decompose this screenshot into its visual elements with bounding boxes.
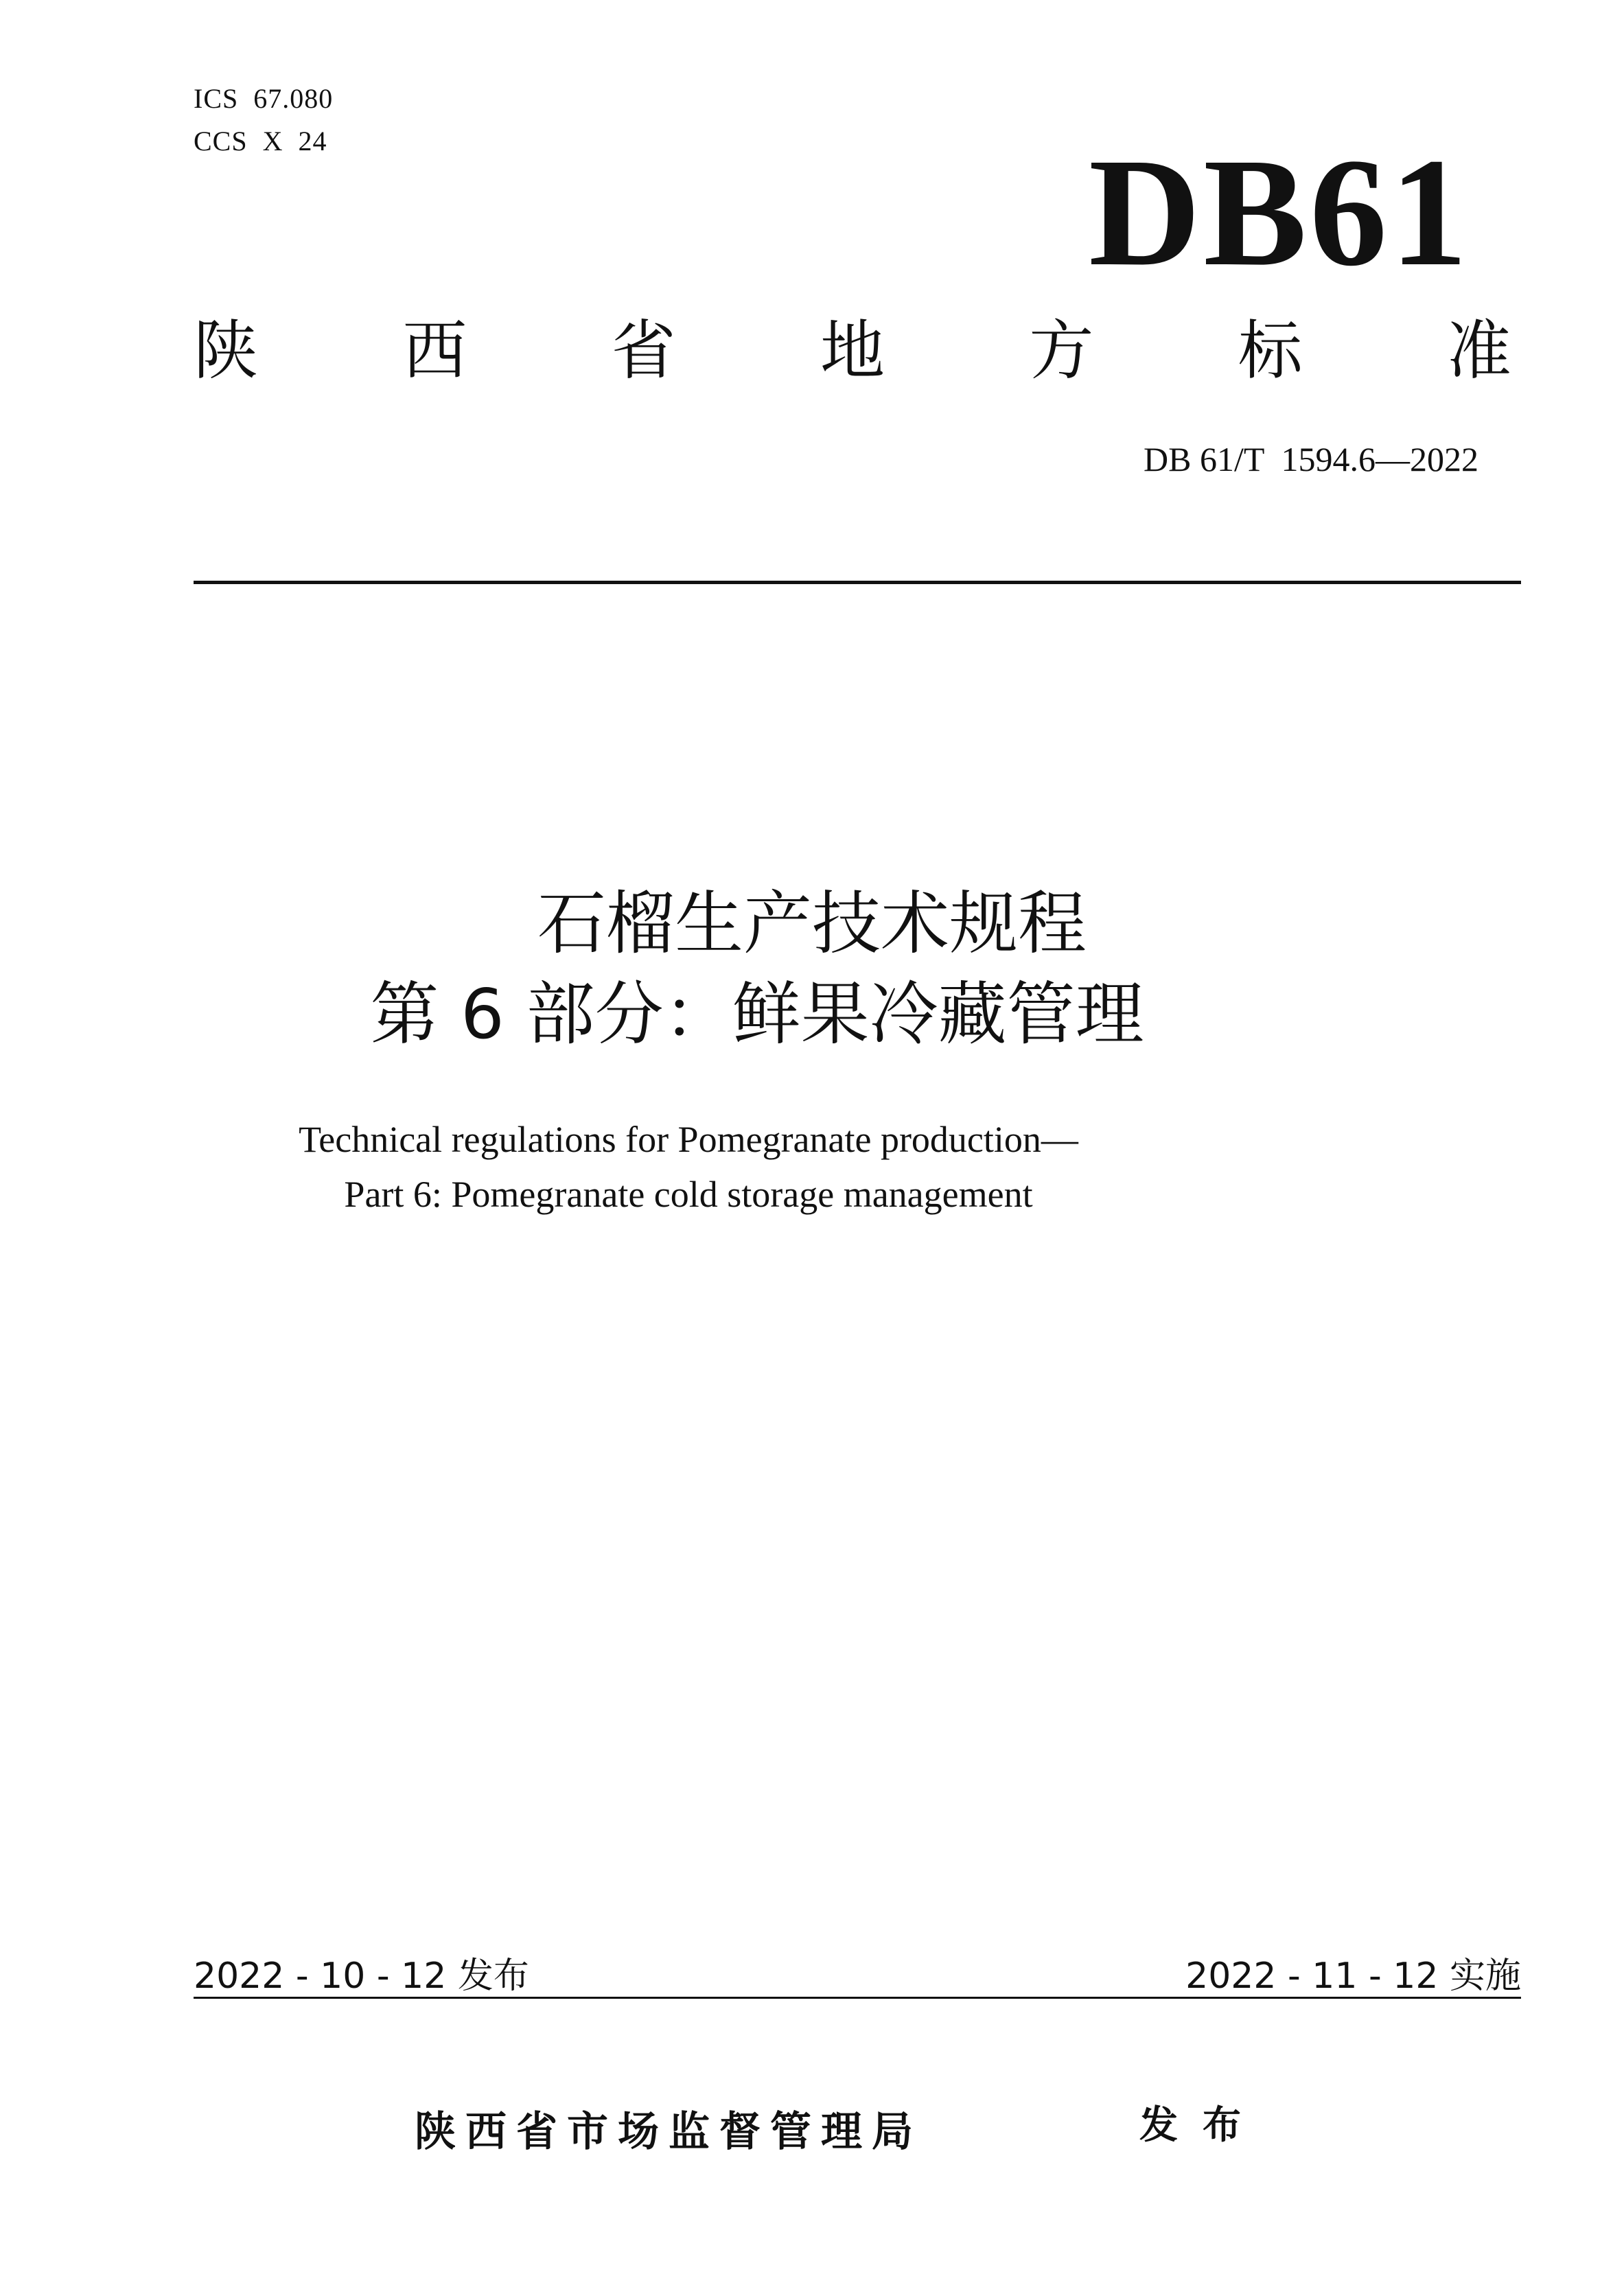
standard-type-title	[194, 313, 1511, 391]
title-chinese-line-2: 第 6 部分：鲜果冷藏管理	[370, 974, 1144, 1054]
bottom-divider	[194, 1997, 1521, 1999]
implementation-date: 2022 - 11 - 12 实施	[1185, 1956, 1521, 1997]
ccs-code: CCS X 24	[194, 126, 327, 156]
issuing-authority: 陕西省市场监督管理局	[415, 2108, 923, 2156]
title-chinese-line-1: 石榴生产技术规程	[537, 883, 1087, 964]
standard-logo: DB61	[1089, 126, 1470, 298]
issue-date: 2022 - 10 - 12 发布	[194, 1956, 529, 1997]
standard-type-char: 准	[1446, 314, 1511, 389]
publish-label: 发布	[1139, 2103, 1266, 2148]
standard-type-char: 标	[1238, 314, 1303, 389]
ics-code: ICS 67.080	[194, 83, 334, 114]
standard-number: DB 61/T 1594.6—2022	[1144, 440, 1478, 478]
top-divider	[194, 581, 1521, 584]
standard-type-char: 陕	[194, 314, 259, 389]
title-english-line-2: Part 6: Pomegranate cold storage management	[344, 1174, 1033, 1215]
standard-type-char: 西	[402, 314, 467, 389]
standard-type-char: 地	[820, 314, 885, 389]
title-english-line-1: Technical regulations for Pomegranate production—	[299, 1119, 1078, 1160]
standard-type-char: 省	[611, 314, 676, 389]
standard-type-char: 方	[1029, 314, 1094, 389]
